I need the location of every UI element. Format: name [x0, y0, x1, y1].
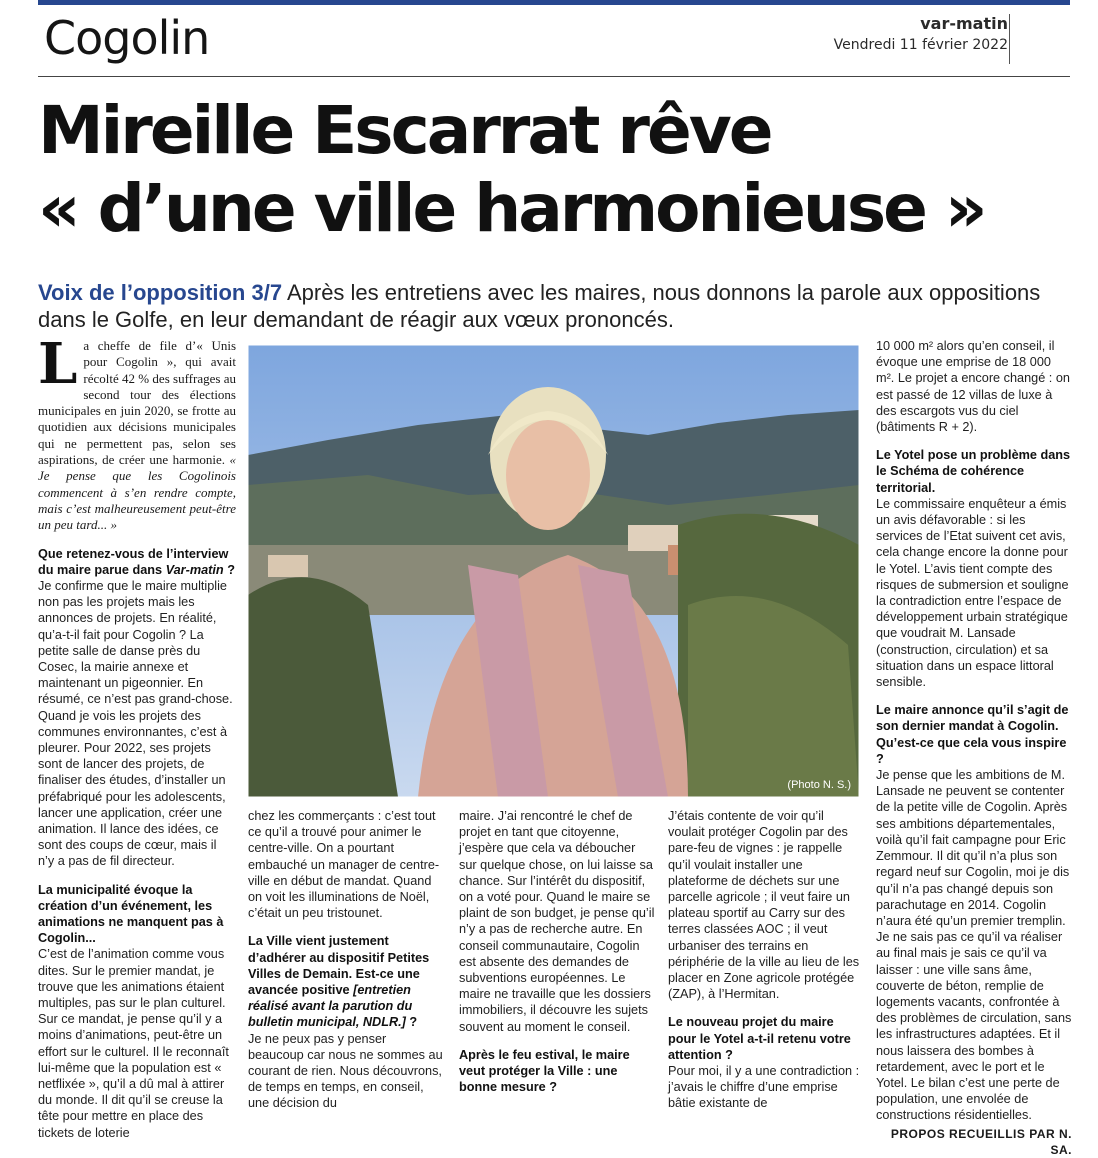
intro-paragraph — [38, 331, 236, 534]
column-1 — [38, 331, 236, 1141]
question-3-end: ? — [405, 1015, 418, 1030]
column-3 — [459, 808, 655, 1095]
answer-3-part-1: Je ne peux pas y penser beaucoup car nous ne sommes au courant de rien. Nous découvrons, de temps en temps, en conseil, une décision du — [248, 1031, 443, 1111]
question-7: Le maire annonce qu’il s’agit de son dernier mandat à Cogolin. Qu’est-ce que cela vous inspire ? — [876, 703, 1069, 766]
newspaper-name: var-matin — [920, 14, 1008, 33]
question-5: Le nouveau projet du maire pour le Yotel a-t-il retenu votre attention ? — [668, 1015, 851, 1062]
publication-date: Vendredi 11 février 2022 — [833, 37, 1008, 53]
column-4 — [668, 808, 860, 1112]
section-title: Cogolin — [44, 11, 210, 65]
header-rule — [38, 76, 1070, 77]
headline-line-1: Mireille Escarrat rêve — [38, 92, 771, 169]
masthead-divider — [1009, 14, 1010, 64]
standfirst-text: Après les entretiens avec les maires, nous donnons la parole aux oppositions dans le Golfe, en leur demandant de réagir aux vœux prononcés. — [38, 280, 1041, 332]
question-6: Le Yotel pose un problème dans le Schéma de cohérence territorial. — [876, 448, 1071, 495]
question-3 — [248, 933, 444, 1030]
answer-2-part-2: chez les commerçants : c’est tout ce qu’il a trouvé pour animer le centre-ville. On a pourtant embauché un manager de centre-ville en début de mandat. Quand on voit les illuminations de Noël, c’était un peu tristounet. — [248, 809, 440, 921]
photo-illustration — [248, 345, 859, 797]
top-color-bar — [38, 0, 1070, 5]
intro-quote: « Je pense que les Cogolinois commencent à s’en rendre compte, mais c’est malheureusement peut-être un peu tard... » — [38, 452, 236, 533]
answer-6: Le commissaire enquêteur a émis un avis défavorable : si les services de l’Etat suivent cet avis, cela change encore la donne pour le Yotel. L’avis tient compte des risques de submersion et souligne la contradiction entre l’espace de développement urbain stratégique que voudrait M. Lansade (construction, circulation) et sa situation dans un espace littoral sensible. — [876, 496, 1069, 690]
answer-1: Je confirme que le maire multiplie non pas les projets mais les annonces de projets. En réalité, qu’a-t-il fait pour Cogolin ? La petite salle de danse près du Cosec, la mairie annexe et maintenant un pigeonnier. En résumé, ce n’est pas grand-chose. Quand je vois les projets des communes environnantes, c’est à pleurer. Pour 2022, ses projets sont de lancer des projets, de finaliser des études, d’installer un préfabriqué pour les adolescents, lancer une application, créer une animation. Il lance des idées, ce sont des coups de cœur, mais il n’y a pas de fil directeur. — [38, 578, 233, 869]
question-1-italic: Var-matin — [165, 562, 224, 577]
answer-7: Je pense que les ambitions de M. Lansade ne peuvent se contenter de la petite ville de Cogolin. Après ses ambitions départementales, voilà qu’il fait campagne pour Eric Zemmour. Il dit qu’il n’a plus son regard neuf sur Cogolin, moi je dis qu’il n’a pas changé depuis son parachutage en 2014. Cogolin n’aura été qu’un premier tremplin. Je ne sais pas ce qu’il va réaliser au final mais je sais ce qu’il va laisser : une ville sans âme, couverte de béton, remplie de logements vacants, confrontée à des problèmes de circulation, sans les infrastructures adaptées. Et il nous laissera des bombes à retardement, avec le port et le Yotel. Le bilan c’est une perte de population, une envolée de constructions résidentielles. — [876, 768, 1072, 1123]
answer-2-part-1: C’est de l’animation comme vous dites. Sur le premier mandat, je trouve que les animations étaient multiples, pas sur le plan culturel. Sur ce mandat, je pense qu’il y a moins d’animations, peut-être un effort sur le culturel. Il le reconnaît lui-même que la population est « netflixée », qu’il a dû mal à attirer du monde. Il dit qu’il se creuse la tête pour mettre en place des tickets de loterie — [38, 947, 229, 1140]
photo-credit: (Photo N. S.) — [787, 779, 851, 791]
headline-line-2: « d’une ville harmonieuse » — [38, 170, 985, 247]
drop-cap: L — [38, 331, 78, 397]
question-1 — [38, 546, 236, 578]
intro-text: a cheffe de file d’« Unis pour Cogolin », qui avait récolté 42 % des suffrages au second tour des élections municipales en juin 2020, se frotte au quotidien aux décisions municipales qui ne permettent pas, selon ses aspirations, de créer une harmonie. — [38, 338, 236, 468]
headline — [38, 92, 1088, 248]
answer-3-part-2: maire. J’ai rencontré le chef de projet en tant que citoyenne, j’espère que cela va déboucher sur quelque chose, on lui laisse sa chance. Sur l’intérêt du dispositif, on a voté pour. Quand le maire se plaint de son budget, je pense qu’il n’y a pas de recherche autre. En conseil communautaire, Cogolin est absente des demandes de subventions européennes. Le maire ne travaille que les dossiers immobiliers, il découvre les sujets souvent au moment le conseil. — [459, 809, 655, 1034]
masthead — [834, 14, 1008, 56]
question-1-end: ? — [223, 562, 235, 577]
column-5 — [876, 338, 1072, 1158]
answer-5-part-1: Pour moi, il y a une contradiction : j’avais le chiffre d’une emprise bâtie existante de — [668, 1064, 860, 1111]
question-2: La municipalité évoque la création d’un événement, les animations ne manquent pas à Cogolin... — [38, 882, 224, 946]
byline: PROPOS RECUEILLIS PAR N. SA. — [890, 1126, 1072, 1157]
standfirst — [38, 279, 1078, 333]
question-3-text: La Ville vient justement d’adhérer au dispositif Petites Villes de Demain. Est-ce une avancée positive — [248, 934, 430, 998]
question-1-text: Que retenez-vous de l’interview du maire parue dans — [38, 546, 229, 577]
portrait-photo — [248, 345, 859, 797]
standfirst-kicker: Voix de l’opposition 3/7 — [38, 280, 283, 305]
answer-4: J’étais contente de voir qu’il voulait protéger Cogolin par des pare-feu de vignes : je rappelle qu’il voulait installer une plateforme de déchets sur une parcelle agricole ; il veut faire un plateau sportif au Carry sur des terres classées AOC ; il veut urbaniser des terrains en périphérie de la ville au lieu de les placer en Zone agricole protégée (ZAP), à l’Hermitan. — [668, 809, 860, 1002]
column-2 — [248, 808, 444, 1112]
question-3-italic: [entretien réalisé avant la parution du bulletin municipal, NDLR.] — [248, 983, 413, 1030]
question-4: Après le feu estival, le maire veut protéger la Ville : une bonne mesure ? — [459, 1047, 630, 1095]
answer-5-part-2: 10 000 m² alors qu’en conseil, il évoque une emprise de 18 000 m². Le projet a encore changé : on est passé de 12 villas de luxe à des escargots vus du ciel (bâtiments R + 2). — [876, 339, 1070, 435]
